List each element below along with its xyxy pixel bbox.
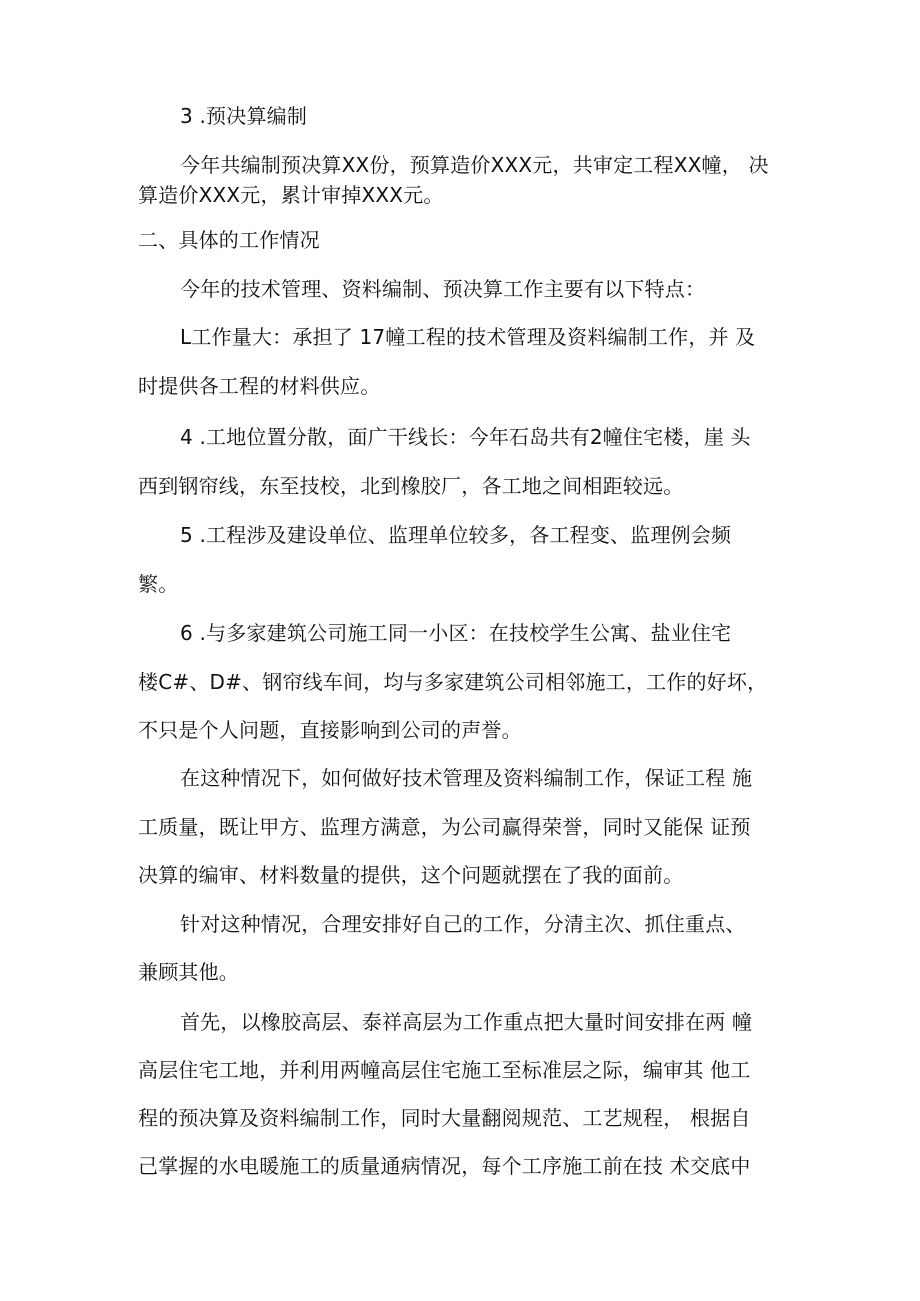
list-item-line: 6 .与多家建筑公司施工同一小区：在技校学生公寓、盐业住宅 (180, 621, 732, 645)
paragraph-line: 针对这种情况，合理安排好自己的工作，分清主次、抓住重点、 (180, 912, 746, 936)
paragraph-line: 高层住宅工地，并利用两幢高层住宅施工至标准层之际，编审其 他工 (138, 1058, 751, 1082)
list-item-line: 4 .工地位置分散，面广干线长：今年石岛共有2幢住宅楼，崖 头 (180, 425, 751, 449)
heading-budget-compilation: 3 .预决算编制 (180, 104, 308, 128)
list-item-line: 楼C#、D#、钢帘线车间，均与多家建筑公司相邻施工，工作的好坏， (138, 670, 768, 694)
list-item-line: 5 .工程涉及建设单位、监理单位较多，各工程变、监理例会频 (180, 523, 732, 547)
list-item-line: 时提供各工程的材料供应。 (138, 374, 381, 398)
paragraph-line: 己掌握的水电暖施工的质量通病情况，每个工序施工前在技 术交底中 (138, 1154, 751, 1178)
paragraph-line: 今年的技术管理、资料编制、预决算工作主要有以下特点： (180, 277, 706, 301)
paragraph-line: 工质量，既让甲方、监理方满意，为公司赢得荣誉，同时又能保 证预 (138, 815, 751, 839)
paragraph-line: 算造价XXX元，累计审掉XXX元。 (138, 183, 444, 207)
list-item-line: 繁。 (138, 572, 179, 596)
section-title: 二、具体的工作情况 (138, 228, 320, 252)
paragraph-line: 首先，以橡胶高层、泰祥高层为工作重点把大量时间安排在两 幢 (180, 1010, 753, 1034)
paragraph-line: 兼顾其他。 (138, 960, 239, 984)
paragraph-line: 今年共编制预决算XX份，预算造价XXX元，共审定工程XX幢， 决 (180, 153, 769, 177)
paragraph-line: 在这种情况下，如何做好技术管理及资料编制工作，保证工程 施 (180, 766, 753, 790)
list-item-line: 不只是个人问题，直接影响到公司的声誉。 (138, 718, 522, 742)
list-item-line: L工作量大：承担了 17幢工程的技术管理及资料编制工作，并 及 (180, 325, 756, 349)
paragraph-line: 程的预决算及资料编制工作，同时大量翻阅规范、工艺规程， 根据自 (138, 1106, 751, 1130)
list-item-line: 西到钢帘线，东至技校，北到橡胶厂，各工地之间相距较远。 (138, 474, 684, 498)
paragraph-line: 决算的编审、材料数量的提供，这个问题就摆在了我的面前。 (138, 863, 684, 887)
